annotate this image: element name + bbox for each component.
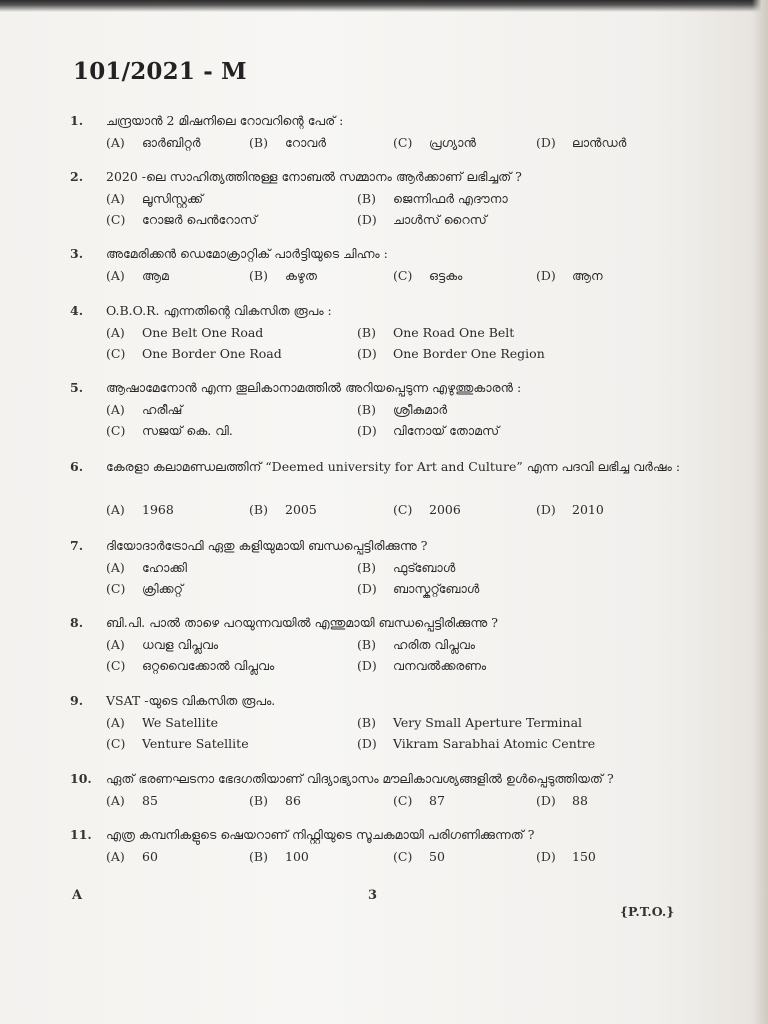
option-text: ധവള വിപ്ലവം — [142, 637, 219, 652]
question-text: അമേരിക്കൻ ഡെമോക്രാറ്റിക് പാർട്ടിയുടെ ചിഹ്നം : — [106, 246, 388, 261]
option-a — [106, 399, 182, 420]
question-text: ചന്ദ്രയാൻ 2 മിഷനിലെ റോവറിന്റെ പേര് : — [106, 113, 344, 128]
option-b — [357, 399, 447, 420]
option-text: 2010 — [572, 502, 604, 517]
option-label: (D) — [357, 212, 377, 227]
option-text: ചാൾസ് റൈസ് — [393, 212, 487, 227]
scan-top-shadow — [0, 0, 768, 12]
option-text: ഒറ്റവൈക്കോൽ വിപ്ലവം — [142, 658, 275, 673]
option-b — [357, 188, 508, 209]
option-text: ഹരീഷ് — [142, 402, 183, 417]
option-label: (D) — [536, 135, 556, 150]
option-a — [106, 322, 263, 343]
option-text: വനവൽക്കരണം — [393, 658, 487, 673]
option-label: (D) — [357, 423, 377, 438]
option-d — [357, 209, 487, 230]
option-label: (C) — [393, 793, 413, 808]
option-a — [106, 712, 218, 733]
option-label: (D) — [357, 736, 377, 751]
option-text: ക്രിക്കറ്റ് — [142, 581, 183, 596]
option-label: (A) — [106, 268, 125, 283]
option-text: 60 — [142, 849, 158, 864]
option-label: (C) — [106, 346, 126, 361]
option-c — [106, 733, 249, 754]
question-text: 2020 -ലെ സാഹിത്യത്തിനുള്ള നോബൽ സമ്മാനം ആർക്കാണ് ലഭിച്ചത് ? — [106, 169, 522, 184]
option-text: ഫുട്ബോൾ — [393, 560, 456, 575]
option-label: (C) — [106, 581, 126, 596]
option-text: പ്രഗ്യാൻ — [429, 135, 476, 150]
option-text: ബാസ്കറ്റ്ബോൾ — [393, 581, 480, 596]
option-a — [106, 634, 218, 655]
option-b — [249, 499, 317, 520]
option-text: One Belt One Road — [142, 325, 264, 340]
scan-right-edge — [752, 0, 768, 1024]
option-text: ഹരിത വിപ്ലവം — [393, 637, 475, 652]
option-a — [106, 846, 158, 867]
question-6 — [0, 456, 740, 522]
option-label: (D) — [357, 658, 377, 673]
question-text: O.B.O.R. എന്നതിന്റെ വികസിത രൂപം : — [106, 303, 332, 318]
option-c — [393, 846, 445, 867]
paper-code: 101/2021 - M — [73, 58, 247, 85]
option-text: Vikram Sarabhai Atomic Centre — [393, 736, 596, 751]
option-d — [357, 420, 499, 441]
option-text: 100 — [285, 849, 309, 864]
question-text: ബി.പി. പാൽ താഴെ പറയുന്നവയിൽ എന്തുമായി ബന്ധപ്പെട്ടിരിക്കുന്നു ? — [106, 615, 498, 630]
question-text: ഏത് ഭരണഘടനാ ഭേദഗതിയാണ് വിദ്യാഭ്യാസം മൗലികാവശ്യങ്ങളിൽ ഉൾപ്പെടുത്തിയത് ? — [106, 771, 614, 786]
option-label: (B) — [357, 325, 376, 340]
option-label: (D) — [536, 849, 556, 864]
option-label: (A) — [106, 637, 125, 652]
option-text: 50 — [429, 849, 445, 864]
option-label: (D) — [357, 581, 377, 596]
option-c — [393, 132, 476, 153]
option-label: (B) — [357, 191, 376, 206]
option-text: 150 — [572, 849, 596, 864]
option-a — [106, 790, 158, 811]
option-text: ശ്രീകുമാർ — [393, 402, 448, 417]
option-label: (C) — [106, 736, 126, 751]
question-text: ആഷാമേനോൻ എന്ന തൂലികാനാമത്തിൽ അറിയപ്പെടുന്ന എഴുത്തുകാരൻ : — [106, 380, 522, 395]
question-1 — [0, 110, 740, 154]
option-d — [536, 790, 588, 811]
option-a — [106, 499, 174, 520]
option-label: (B) — [357, 637, 376, 652]
option-text: We Satellite — [142, 715, 219, 730]
question-set-label: A — [72, 888, 83, 903]
option-label: (D) — [357, 346, 377, 361]
option-text: റോജർ പെൻറോസ് — [142, 212, 257, 227]
option-text: One Border One Road — [142, 346, 282, 361]
option-d — [357, 578, 479, 599]
option-d — [536, 499, 604, 520]
question-text: ദിയോദാർട്രോഫി ഏതു കളിയുമായി ബന്ധപ്പെട്ടിരിക്കുന്നു ? — [106, 538, 428, 553]
option-d — [357, 343, 545, 364]
question-number: 8. — [70, 615, 84, 630]
option-d — [536, 846, 596, 867]
option-label: (A) — [106, 560, 125, 575]
option-text: ആന — [572, 268, 603, 283]
option-label: (C) — [106, 212, 126, 227]
option-label: (C) — [393, 268, 413, 283]
option-label: (B) — [249, 135, 268, 150]
option-text: One Road One Belt — [393, 325, 515, 340]
option-label: (D) — [536, 793, 556, 808]
question-number: 2. — [70, 169, 84, 184]
option-label: (C) — [106, 658, 126, 673]
option-b — [357, 712, 582, 733]
option-text: ലൂസിസ്റ്റക്ക് — [142, 191, 204, 206]
question-2 — [0, 166, 740, 232]
question-3 — [0, 243, 740, 287]
option-label: (A) — [106, 502, 125, 517]
question-5 — [0, 377, 740, 443]
option-text: One Border One Region — [393, 346, 545, 361]
option-label: (B) — [249, 268, 268, 283]
option-text: Venture Satellite — [142, 736, 249, 751]
option-label: (A) — [106, 325, 125, 340]
option-text: ജെന്നിഫർ എദൗനാ — [393, 191, 508, 206]
option-label: (C) — [393, 849, 413, 864]
option-label: (A) — [106, 402, 125, 417]
option-c — [106, 420, 233, 441]
option-label: (A) — [106, 191, 125, 206]
question-number: 11. — [70, 827, 92, 842]
option-c — [393, 265, 462, 286]
option-text: വിനോയ് തോമസ് — [393, 423, 500, 438]
option-c — [106, 655, 274, 676]
option-text: Very Small Aperture Terminal — [393, 715, 583, 730]
option-label: (C) — [393, 502, 413, 517]
please-turn-over-note: {P.T.O.} — [620, 904, 675, 919]
option-label: (B) — [357, 715, 376, 730]
question-number: 5. — [70, 380, 84, 395]
question-text: എത്ര കമ്പനികളുടെ ഷെയറാണ് നിഫ്റ്റിയുടെ സൂചകമായി പരിഗണിക്കുന്നത് ? — [106, 827, 535, 842]
question-9 — [0, 690, 740, 756]
option-text: 85 — [142, 793, 158, 808]
option-text: 88 — [572, 793, 588, 808]
question-10 — [0, 768, 740, 812]
option-b — [249, 846, 309, 867]
option-label: (A) — [106, 135, 125, 150]
option-c — [106, 578, 183, 599]
option-text: സജയ് കെ. വി. — [142, 423, 233, 438]
option-text: 2005 — [285, 502, 317, 517]
option-label: (D) — [536, 268, 556, 283]
option-label: (B) — [357, 402, 376, 417]
option-label: (B) — [249, 793, 268, 808]
option-text: ലാൻഡർ — [572, 135, 627, 150]
option-label: (B) — [249, 502, 268, 517]
option-a — [106, 265, 169, 286]
option-a — [106, 557, 187, 578]
option-text: 2006 — [429, 502, 461, 517]
option-text: കഴുത — [285, 268, 317, 283]
option-d — [357, 733, 595, 754]
option-text: ഹോക്കി — [142, 560, 187, 575]
option-b — [357, 634, 475, 655]
option-c — [393, 790, 445, 811]
option-d — [536, 265, 603, 286]
option-label: (C) — [106, 423, 126, 438]
option-text: 1968 — [142, 502, 174, 517]
option-text: 87 — [429, 793, 445, 808]
question-text: VSAT -യുടെ വികസിത രൂപം. — [106, 693, 276, 708]
question-4 — [0, 300, 740, 366]
option-text: ഓർബിറ്റർ — [142, 135, 201, 150]
option-b — [249, 132, 326, 153]
option-a — [106, 188, 203, 209]
option-label: (B) — [357, 560, 376, 575]
page-number: 3 — [368, 888, 378, 903]
option-label: (A) — [106, 793, 125, 808]
question-number: 9. — [70, 693, 84, 708]
option-b — [249, 265, 317, 286]
question-number: 10. — [70, 771, 92, 786]
question-number: 7. — [70, 538, 84, 553]
option-b — [249, 790, 301, 811]
option-label: (A) — [106, 849, 125, 864]
option-b — [357, 322, 514, 343]
option-c — [106, 343, 282, 364]
question-11 — [0, 824, 740, 868]
option-c — [106, 209, 257, 230]
option-label: (C) — [393, 135, 413, 150]
question-number: 6. — [70, 459, 84, 474]
question-8 — [0, 612, 740, 678]
question-text: കേരളാ കലാമണ്ഡലത്തിന് “Deemed university for Art and Culture” എന്ന പദവി ലഭിച്ച വർഷം : — [106, 459, 681, 474]
option-text: 86 — [285, 793, 301, 808]
option-label: (B) — [249, 849, 268, 864]
option-text: ആമ — [142, 268, 169, 283]
option-b — [357, 557, 455, 578]
option-text: റോവർ — [285, 135, 327, 150]
question-number: 1. — [70, 113, 84, 128]
option-text: ഒട്ടകം — [429, 268, 463, 283]
question-number: 3. — [70, 246, 84, 261]
option-a — [106, 132, 201, 153]
option-label: (A) — [106, 715, 125, 730]
option-c — [393, 499, 461, 520]
option-d — [536, 132, 626, 153]
question-number: 4. — [70, 303, 84, 318]
question-7 — [0, 535, 740, 601]
option-label: (D) — [536, 502, 556, 517]
option-d — [357, 655, 486, 676]
